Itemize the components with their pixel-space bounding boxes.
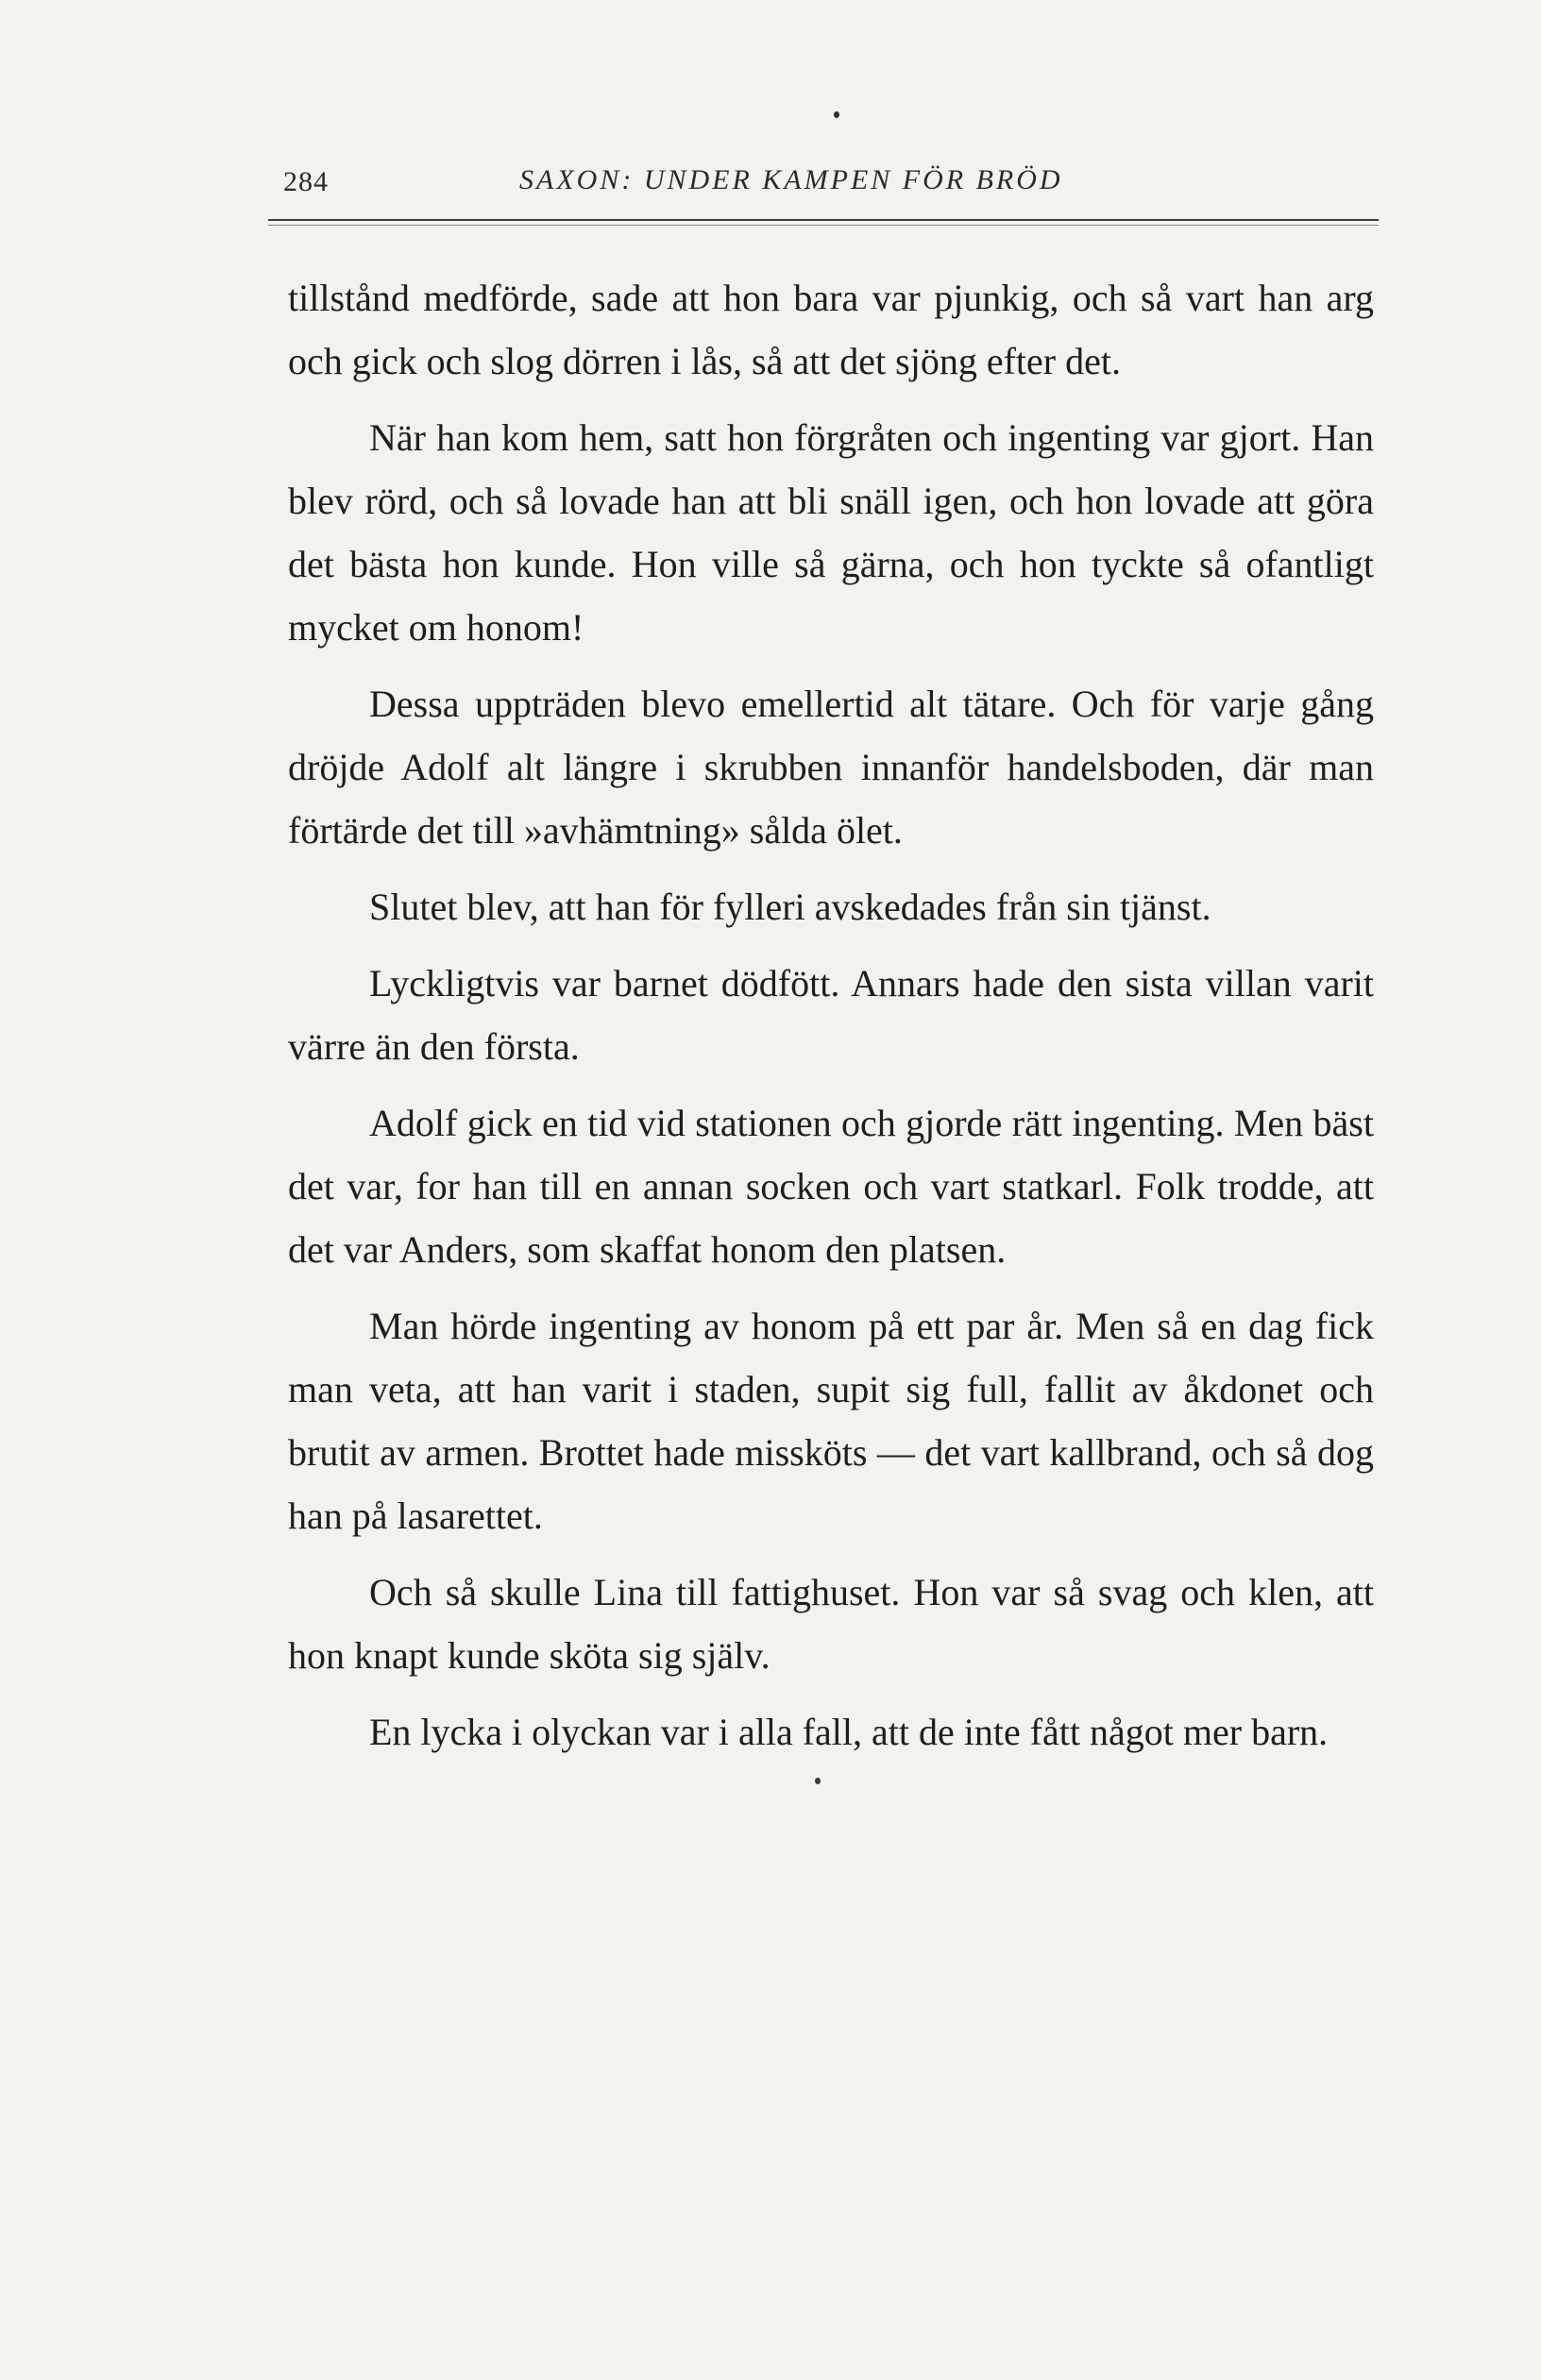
paragraph: Lyckligtvis var barnet dödfött. Annars hade den sista villan varit värre än den första. [288,962,1374,1068]
paragraph: En lycka i olyckan var i alla fall, att de inte fått något mer barn. [369,1711,1329,1753]
running-head [283,159,1379,215]
page-number: 284 [283,166,329,197]
paragraph: Adolf gick en tid vid stationen och gjorde rätt ingenting. Men bäst det var, for han till en annan socken och vart statkarl. Folk trodde, att det var Anders, som skaffat honom den platsen. [288,1102,1374,1271]
body-text [288,266,1374,1764]
paragraph: När han kom hem, satt hon förgråten och ingenting var gjort. Han blev rörd, och så lovade han att bli snäll igen, och hon lovade att göra det bästa hon kunde. Hon ville så gärna, och hon tyckte så ofantligt mycket om honom! [288,416,1374,649]
paragraph: Man hörde ingenting av honom på ett par år. Men så en dag fick man veta, att han varit i staden, supit sig full, fallit av åkdonet och brutit av armen. Brottet hade missköts — det vart kallbrand, och så dog han på lasarettet. [288,1305,1374,1537]
ink-speck [815,1778,821,1784]
paragraph: Dessa uppträden blevo emellertid alt tätare. Och för varje gång dröjde Adolf alt längre i skrubben innanför handelsboden, där man förtärde det till »avhämtning» sålda ölet. [288,683,1374,852]
paragraph: tillstånd medförde, sade att hon bara var pjunkig, och så vart han arg och gick och slog dörren i lås, så att det sjöng efter det. [288,277,1374,382]
paragraph: Slutet blev, att han för fylleri avskedades från sin tjänst. [369,886,1211,928]
header-rule-thin [268,225,1379,226]
header-rule [268,219,1379,221]
running-title: SAXON: UNDER KAMPEN FÖR BRÖD [519,164,1063,195]
ink-speck [834,111,839,118]
paragraph: Och så skulle Lina till fattighuset. Hon var så svag och klen, att hon knapt kunde sköta sig själv. [288,1571,1374,1677]
